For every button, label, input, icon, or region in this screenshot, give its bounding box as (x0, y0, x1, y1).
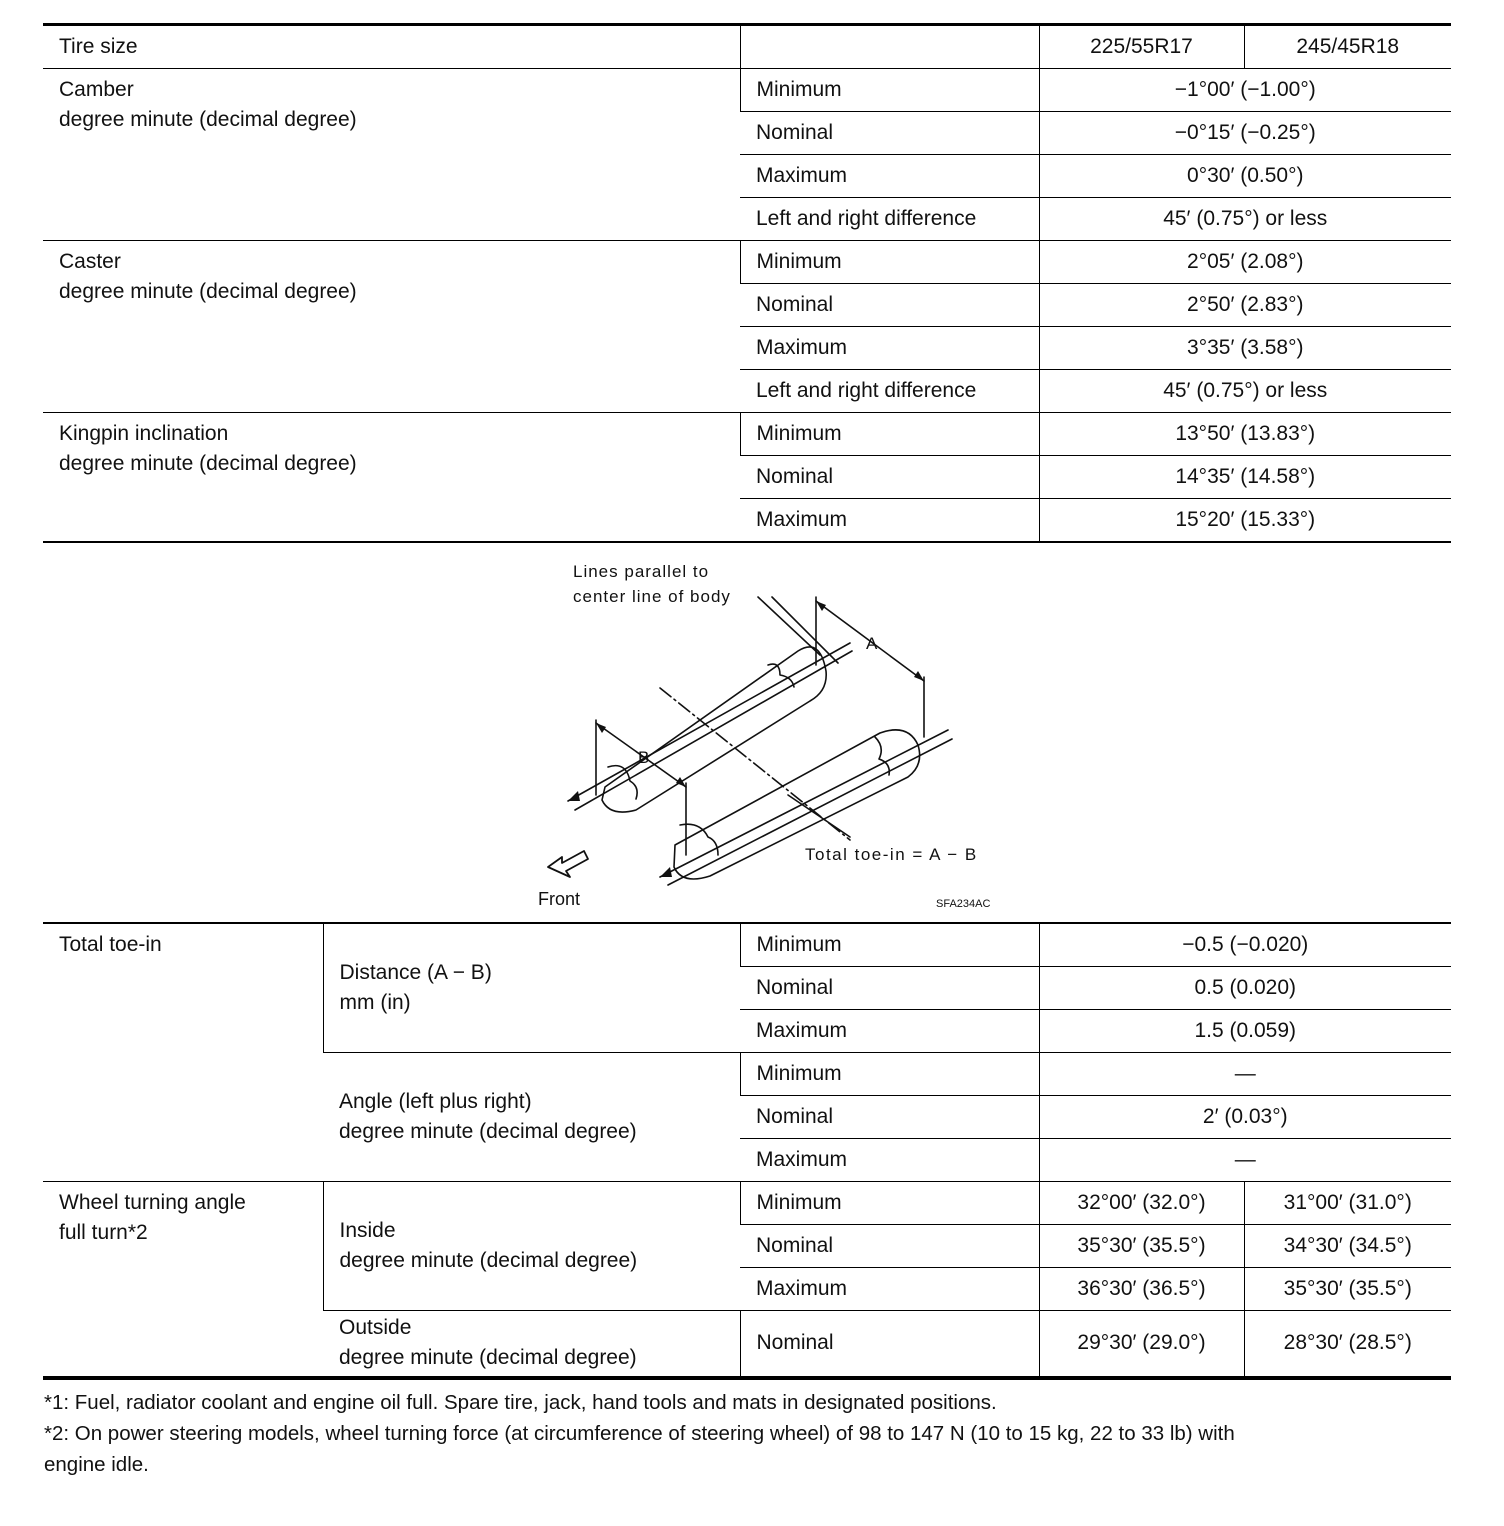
param-label: Minimum (740, 69, 1039, 112)
table-row (43, 413, 1451, 456)
value-cell: −0.5 (−0.020) (1039, 923, 1451, 966)
wheel-turning-sublabel: full turn*2 (59, 1220, 148, 1244)
caster-unit: degree minute (decimal degree) (59, 280, 357, 303)
arrowhead-a-2 (914, 671, 924, 681)
value-cell: −0°15′ (−0.25°) (1039, 112, 1451, 155)
dimension-a-label: A (866, 634, 878, 653)
inside-label: Inside (339, 1218, 396, 1242)
arrowhead-b-1 (596, 723, 606, 733)
value-cell-225: 36°30′ (36.5°) (1039, 1267, 1244, 1310)
leader-line-1 (758, 597, 820, 655)
value-cell: 1.5 (0.059) (1039, 1009, 1451, 1052)
param-label: Nominal (740, 284, 1039, 327)
param-label: Left and right difference (740, 198, 1039, 241)
footnote-2-line-2: engine idle. (44, 1453, 149, 1476)
value-cell: −1°00′ (−1.00°) (1039, 69, 1451, 112)
inside-label-cell (323, 1181, 740, 1310)
param-label: Maximum (740, 499, 1039, 542)
tire-size-225-55r17: 225/55R17 (1039, 25, 1244, 69)
value-cell: 14°35′ (14.58°) (1039, 456, 1451, 499)
value-cell: 0°30′ (0.50°) (1039, 155, 1451, 198)
alignment-spec-table (43, 23, 1451, 543)
tire-size-label: Tire size (43, 25, 740, 69)
parallel-lines-label-line2: center line of body (573, 587, 731, 606)
param-label: Minimum (740, 241, 1039, 284)
value-cell: 45′ (0.75°) or less (1039, 370, 1451, 413)
value-cell: 15°20′ (15.33°) (1039, 499, 1451, 542)
footnotes (44, 1387, 1452, 1480)
arrowhead-line-r (660, 867, 672, 877)
param-label: Nominal (740, 1310, 1039, 1378)
kingpin-unit: degree minute (decimal degree) (59, 452, 357, 475)
value-cell-245: 31°00′ (31.0°) (1244, 1181, 1451, 1224)
value-cell: 13°50′ (13.83°) (1039, 413, 1451, 456)
value-cell: 3°35′ (3.58°) (1039, 327, 1451, 370)
header-blank-cell (740, 25, 1039, 69)
left-parallel-line-1 (568, 643, 850, 801)
table-row (43, 1181, 1451, 1224)
table-row (43, 923, 1451, 966)
front-label: Front (538, 889, 581, 909)
kingpin-label-cell (43, 413, 740, 542)
caster-label: Caster (59, 250, 121, 273)
value-cell-245: 28°30′ (28.5°) (1244, 1310, 1451, 1378)
param-label: Maximum (740, 327, 1039, 370)
distance-label-cell (323, 923, 740, 1052)
right-wheel-tread-rear (875, 737, 889, 775)
toe-in-spec-table (43, 922, 1451, 1380)
value-cell: 2°50′ (2.83°) (1039, 284, 1451, 327)
outside-label-cell (323, 1310, 740, 1378)
total-toe-in-formula-label: Total toe-in = A − B (805, 845, 978, 864)
distance-unit: mm (in) (339, 990, 411, 1014)
angle-label: Angle (left plus right) (339, 1089, 532, 1113)
param-label: Maximum (740, 1267, 1039, 1310)
table-row (43, 241, 1451, 284)
param-label: Minimum (740, 1181, 1039, 1224)
param-label: Nominal (740, 1224, 1039, 1267)
camber-unit: degree minute (decimal degree) (59, 108, 357, 131)
arrowhead-b-2 (676, 777, 686, 787)
footnote-2-line-1: *2: On power steering models, wheel turning force (at circumference of steering wheel) of 98 to 147 N (10 to 15 kg, 22 to 33 lb) with (44, 1422, 1235, 1445)
front-arrow-icon (548, 851, 588, 877)
tire-size-245-45r18: 245/45R18 (1244, 25, 1451, 69)
param-label: Nominal (740, 966, 1039, 1009)
param-label: Maximum (740, 1138, 1039, 1181)
value-cell: 2′ (0.03°) (1039, 1095, 1451, 1138)
param-label: Nominal (740, 1095, 1039, 1138)
distance-label: Distance (A − B) (339, 960, 492, 984)
camber-label-cell (43, 69, 740, 241)
toe-in-diagram (520, 555, 1040, 915)
value-cell-225: 32°00′ (32.0°) (1039, 1181, 1244, 1224)
value-cell-245: 35°30′ (35.5°) (1244, 1267, 1451, 1310)
value-cell: 45′ (0.75°) or less (1039, 198, 1451, 241)
value-cell: — (1039, 1052, 1451, 1095)
footnote-1: *1: Fuel, radiator coolant and engine oil full. Spare tire, jack, hand tools and mats in designated positions. (44, 1391, 997, 1414)
param-label: Minimum (740, 923, 1039, 966)
param-label: Maximum (740, 1009, 1039, 1052)
inside-unit: degree minute (decimal degree) (339, 1248, 638, 1272)
param-label: Left and right difference (740, 370, 1039, 413)
dimension-b-label: B (638, 748, 650, 767)
arrowhead-a-1 (816, 601, 826, 611)
value-cell-225: 35°30′ (35.5°) (1039, 1224, 1244, 1267)
left-wheel-tread-rear (768, 664, 794, 687)
camber-label: Camber (59, 78, 134, 101)
arrowhead-line-l (568, 791, 580, 801)
outside-label: Outside (339, 1316, 412, 1340)
angle-label-cell (323, 1052, 740, 1181)
value-cell: 2°05′ (2.08°) (1039, 241, 1451, 284)
leader-line-2 (772, 597, 838, 663)
outside-unit: degree minute (decimal degree) (339, 1346, 637, 1370)
table-row (43, 69, 1451, 112)
param-label: Maximum (740, 155, 1039, 198)
total-toe-in-label: Total toe-in (43, 923, 323, 1181)
param-label: Nominal (740, 456, 1039, 499)
value-cell: — (1039, 1138, 1451, 1181)
caster-label-cell (43, 241, 740, 413)
wheel-turning-label: Wheel turning angle (59, 1190, 246, 1214)
param-label: Nominal (740, 112, 1039, 155)
value-cell-225: 29°30′ (29.0°) (1039, 1310, 1244, 1378)
toe-leader-line (788, 795, 850, 837)
header-row (43, 25, 1451, 69)
wheel-turning-label-cell (43, 1181, 323, 1378)
value-cell-245: 34°30′ (34.5°) (1244, 1224, 1451, 1267)
figure-code-label: SFA234AC (936, 898, 991, 910)
param-label: Minimum (740, 1052, 1039, 1095)
kingpin-label: Kingpin inclination (59, 422, 229, 445)
param-label: Minimum (740, 413, 1039, 456)
parallel-lines-label-line1: Lines parallel to (573, 562, 710, 581)
value-cell: 0.5 (0.020) (1039, 966, 1451, 1009)
angle-unit: degree minute (decimal degree) (339, 1119, 637, 1143)
